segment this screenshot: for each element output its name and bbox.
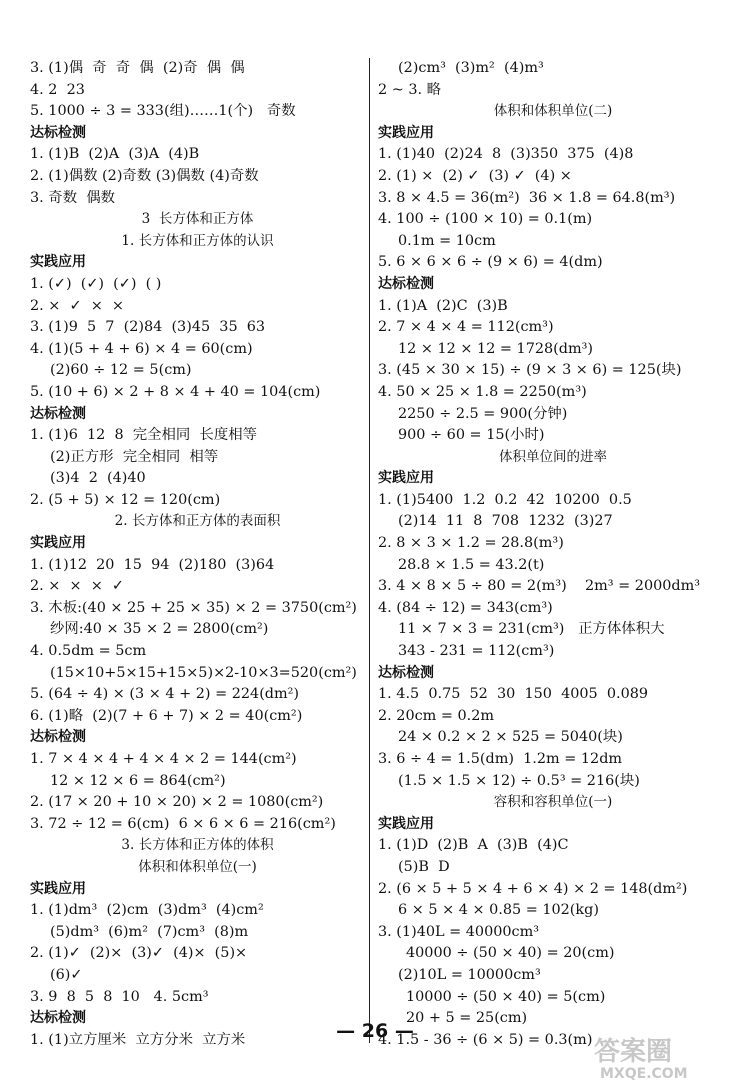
answer-line: 1. (✓) (✓) (✓) ( ) <box>30 275 162 292</box>
answer-line: (15×10+5×15+15×5)×2-10×3=520(cm²) <box>50 664 357 681</box>
right-column <box>378 58 728 1051</box>
answer-line: 1. (1)6 12 8 完全相同 长度相等 <box>30 427 258 444</box>
answer-line: 2. 7 × 4 × 4 = 112(cm³) <box>378 319 554 336</box>
answer-line: 2. × ✓ × × <box>30 297 124 314</box>
answer-line: (3)4 2 (4)40 <box>50 470 146 487</box>
answer-line: 900 ÷ 60 = 15(小时) <box>398 427 545 444</box>
answer-line: 1. (1)B (2)A (3)A (4)B <box>30 146 200 163</box>
answer-line: 2. 20cm = 0.2m <box>378 707 495 724</box>
answer-line: 4. 100 ÷ (100 × 10) = 0.1(m) <box>378 211 593 228</box>
answer-line: 3. 4 × 8 × 5 ÷ 80 = 2(m³) 2m³ = 2000dm³ <box>378 578 701 595</box>
answer-line: 0.1m = 10cm <box>398 232 496 249</box>
answer-line: 3. (1)偶 奇 奇 偶 (2)奇 偶 偶 <box>30 60 245 76</box>
answer-line: (2)60 ÷ 12 = 5(cm) <box>50 362 192 379</box>
answer-line: 10000 ÷ (50 × 40) = 5(cm) <box>406 988 606 1005</box>
watermark-logo <box>590 1030 740 1082</box>
answer-line: 12 × 12 × 6 = 864(cm²) <box>50 772 226 789</box>
section-title: 容积和容积单位(一) <box>493 794 613 811</box>
section-title: 体积和体积单位(一) <box>138 858 257 875</box>
answer-line: 2. (1)✓ (2)× (3)✓ (4)× (5)× <box>30 945 248 962</box>
answer-line: 2. (1) × (2) ✓ (3) ✓ (4) × <box>378 167 572 184</box>
section-heading: 实践应用 <box>378 815 434 832</box>
answer-line: 3. 木板:(40 × 25 + 25 × 35) × 2 = 3750(cm²) <box>30 599 357 616</box>
answer-line: (2)cm³ (3)m² (4)m³ <box>398 60 544 76</box>
section-heading: 实践应用 <box>378 124 434 141</box>
answer-line: 2. (6 × 5 + 5 × 4 + 6 × 4) × 2 = 148(dm²) <box>378 880 688 897</box>
answer-line: 2. × × × ✓ <box>30 578 124 595</box>
answer-line: (5)B D <box>398 858 450 875</box>
answer-line: 1. (1)D (2)B A (3)B (4)C <box>378 837 569 854</box>
answer-line: 4. 50 × 25 × 1.8 = 2250(m³) <box>378 383 587 400</box>
answer-line: 2. (17 × 20 + 10 × 20) × 2 = 1080(cm²) <box>30 794 324 811</box>
answer-line: 3. 奇数 偶数 <box>30 189 116 206</box>
svg-text:MXQE.COM: MXQE.COM <box>600 1066 688 1082</box>
section-title: 1. 长方体和正方体的认识 <box>121 232 274 249</box>
answer-line: 2. (5 + 5) × 12 = 120(cm) <box>30 491 221 508</box>
section-heading: 达标检测 <box>378 664 434 681</box>
answer-line: 4. 2 23 <box>30 81 85 98</box>
answer-line: 2 ~ 3. 略 <box>378 81 442 98</box>
answer-line: 5. 1000 ÷ 3 = 333(组)……1(个) 奇数 <box>30 103 296 120</box>
answer-line: 2250 ÷ 2.5 = 900(分钟) <box>398 405 568 422</box>
answer-line: 5. 6 × 6 × 6 ÷ (9 × 6) = 4(dm) <box>378 254 603 271</box>
answer-line: 1. (1)5400 1.2 0.2 42 10200 0.5 <box>378 491 632 508</box>
answer-line: (5)dm³ (6)m² (7)cm³ (8)m <box>50 923 249 940</box>
section-title: 体积单位间的进率 <box>499 448 607 465</box>
answer-line: 5. (64 ÷ 4) × (3 × 4 + 2) = 224(dm²) <box>30 686 300 703</box>
section-heading: 达标检测 <box>30 729 86 746</box>
section-heading: 达标检测 <box>378 275 434 292</box>
answer-line: 2. (1)偶数 (2)奇数 (3)偶数 (4)奇数 <box>30 167 259 184</box>
section-title: 2. 长方体和正方体的表面积 <box>114 513 281 530</box>
section-heading: 实践应用 <box>30 535 86 552</box>
answer-line: (6)✓ <box>50 966 83 983</box>
answer-line: 5. (10 + 6) × 2 + 8 × 4 + 40 = 104(cm) <box>30 383 321 400</box>
answer-line: 4. (1)(5 + 4 + 6) × 4 = 60(cm) <box>30 340 253 357</box>
answer-line: 4. 1.5 - 36 ÷ (6 × 5) = 0.3(m) <box>378 1031 593 1048</box>
answer-line: (2)正方形 完全相同 相等 <box>50 448 219 465</box>
section-title: 3 长方体和正方体 <box>141 211 254 228</box>
answer-line: 3. (1)40L = 40000cm³ <box>378 923 540 940</box>
section-heading: 实践应用 <box>30 880 86 897</box>
answer-line: 3. 8 × 4.5 = 36(m²) 36 × 1.8 = 64.8(m³) <box>378 189 676 206</box>
answer-line: 1. (1)dm³ (2)cm (3)dm³ (4)cm² <box>30 902 264 919</box>
answer-line: 4. (84 ÷ 12) = 343(cm³) <box>378 599 553 616</box>
answer-line: 1. (1)立方厘米 立方分米 立方米 <box>30 1031 246 1048</box>
answer-line: 1. (1)12 20 15 94 (2)180 (3)64 <box>30 556 275 573</box>
section-title: 3. 长方体和正方体的体积 <box>121 837 274 854</box>
answer-line: 3. (1)9 5 7 (2)84 (3)45 35 63 <box>30 319 266 336</box>
section-heading: 达标检测 <box>30 1010 86 1027</box>
answer-line: (1.5 × 1.5 × 12) ÷ 0.5³ = 216(块) <box>398 772 640 789</box>
section-heading: 实践应用 <box>378 470 434 487</box>
answer-line: 28.8 × 1.5 = 43.2(t) <box>398 556 545 573</box>
answer-line: 1. (1)A (2)C (3)B <box>378 297 508 314</box>
answer-line: 11 × 7 × 3 = 231(cm³) 正方体体积大 <box>398 621 665 638</box>
section-heading: 实践应用 <box>30 254 86 271</box>
svg-text:答案圈: 答案圈 <box>594 1037 673 1067</box>
answer-line: 6 × 5 × 4 × 0.85 = 102(kg) <box>398 902 599 919</box>
page-number: — 26 — <box>336 1020 414 1042</box>
answer-line: 1. 4.5 0.75 52 30 150 4005 0.089 <box>378 686 649 703</box>
left-column <box>30 58 365 1051</box>
answer-line: 1. (1)40 (2)24 8 (3)350 375 (4)8 <box>378 146 634 163</box>
column-divider <box>369 58 370 1043</box>
answer-line: 24 × 0.2 × 2 × 525 = 5040(块) <box>398 729 623 746</box>
answer-line: 4. 0.5dm = 5cm <box>30 643 147 660</box>
answer-line: 2. 8 × 3 × 1.2 = 28.8(m³) <box>378 535 564 552</box>
answer-line: 3. (45 × 30 × 15) ÷ (9 × 3 × 6) = 125(块) <box>378 362 682 379</box>
answer-line: 1. 7 × 4 × 4 + 4 × 4 × 2 = 144(cm²) <box>30 751 297 767</box>
section-heading: 达标检测 <box>30 124 86 141</box>
answer-line: 343 - 231 = 112(cm³) <box>398 643 555 660</box>
section-heading: 达标检测 <box>30 405 86 422</box>
answer-line: 12 × 12 × 12 = 1728(dm³) <box>398 340 594 357</box>
answer-line: 纱网:40 × 35 × 2 = 2800(cm²) <box>50 621 269 638</box>
answer-line: 40000 ÷ (50 × 40) = 20(cm) <box>406 945 615 962</box>
answer-line: 3. 6 ÷ 4 = 1.5(dm) 1.2m = 12dm <box>378 751 623 767</box>
section-title: 体积和体积单位(二) <box>493 103 613 120</box>
answer-line: 6. (1)略 (2)(7 + 6 + 7) × 2 = 40(cm²) <box>30 707 303 724</box>
answer-line: (2)14 11 8 708 1232 (3)27 <box>398 513 613 530</box>
answer-line: 3. 72 ÷ 12 = 6(cm) 6 × 6 × 6 = 216(cm²) <box>30 815 336 832</box>
answer-line: 20 + 5 = 25(cm) <box>406 1010 528 1027</box>
answer-line: (2)10L = 10000cm³ <box>398 966 541 983</box>
answer-line: 3. 9 8 5 8 10 4. 5cm³ <box>30 988 209 1005</box>
